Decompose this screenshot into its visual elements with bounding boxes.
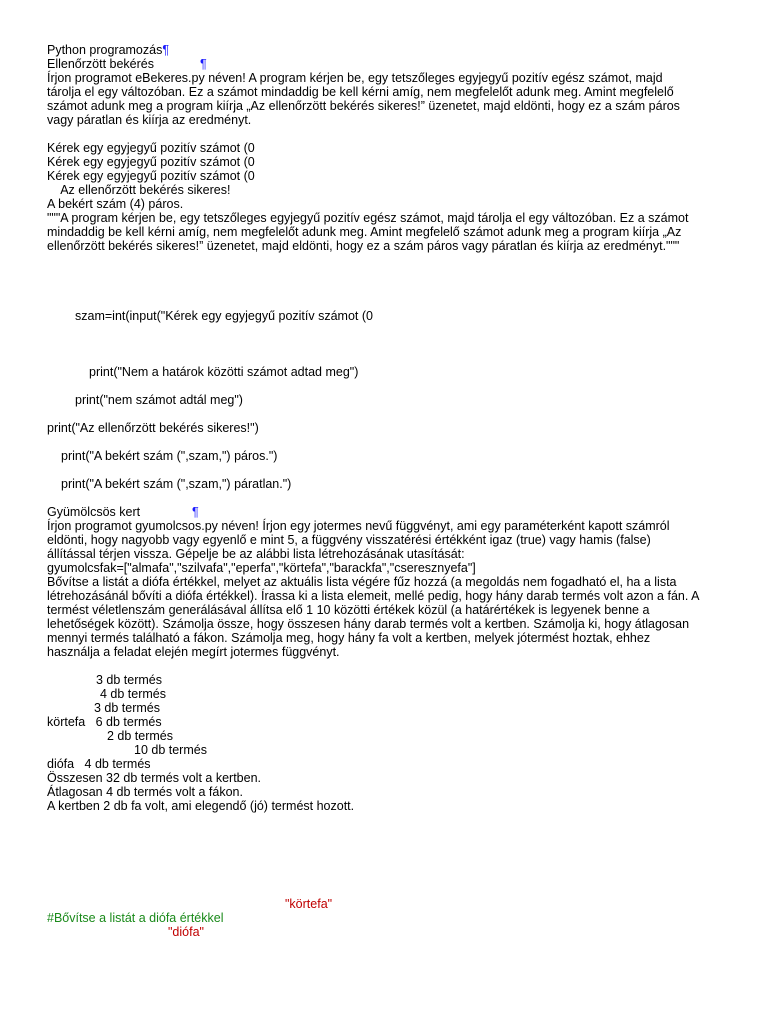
- pilcrow-icon: ¶: [162, 43, 170, 57]
- task-line: Írjon programot eBekeres.py néven! A program kérjen be, egy tetszőleges egyjegyű pozitív egész számot, majd: [47, 71, 663, 85]
- task-line: tárolja el egy változóban. Ez a számot mindaddig be kell kérni amíg, nem megfelelőt adunk meg. Amint megfelelő: [47, 85, 674, 99]
- code-line: print("Nem a határok közötti számot adtad meg"): [89, 365, 359, 379]
- task-line: létrehozásánál bővíti a diófa értékkel). Írassa ki a lista elemeit, mellé pedig, hogy hány darab termés volt azon a fán. A: [47, 589, 700, 603]
- sample-output-line: Összesen 32 db termés volt a kertben.: [47, 771, 261, 785]
- code-line: szam=int(input("Kérek egy egyjegyű pozitív számot (0: [75, 309, 373, 323]
- sample-output-line: körtefa 6 db termés: [47, 715, 162, 729]
- task-line: lehetőségek között). Számolja össze, hogy összesen hány darab termés volt a kertben. Számolja ki, hogy átlagosan: [47, 617, 690, 631]
- code-line: print("Az ellenőrzött bekérés sikeres!"): [47, 421, 259, 435]
- section-title: Gyümölcsös kert: [47, 505, 141, 519]
- sample-output-line: 3 db termés: [94, 701, 161, 715]
- task-line: állítással térjen vissza. Gépelje be az alábbi lista létrehozásának utasítását:: [47, 547, 465, 561]
- task-line: Írjon programot gyumolcsos.py néven! Írjon egy jotermes nevű függvényt, ami egy paraméterként kapott számról: [47, 519, 670, 533]
- task-line: eldönti, hogy nagyobb vagy egyenlő e mint 5, a függvény visszatérési értékként igaz (true) vagy hamis (false): [47, 533, 651, 547]
- sample-output-line: A bekért szám (4) páros.: [47, 197, 184, 211]
- task-line: számot adunk meg a program kiírja „Az ellenőrzött bekérés sikeres!” üzenetet, majd eldönti, hogy ez a szám páros: [47, 99, 680, 113]
- code-line: print("A bekért szám (",szam,") páros."): [61, 449, 278, 463]
- task-line: használja a feladat elején megírt jotermes függvényt.: [47, 645, 340, 659]
- sample-output-line: Kérek egy egyjegyű pozitív számot (0: [47, 155, 255, 169]
- code-comment: #Bővítse a listát a diófa értékkel: [47, 911, 224, 925]
- code-string-diofa: "diófa": [168, 925, 204, 939]
- pilcrow-icon: ¶: [192, 505, 199, 519]
- code-line: print("A bekért szám (",szam,") páratlan."): [61, 477, 292, 491]
- docstring-line: """A program kérjen be, egy tetszőleges egyjegyű pozitív egész számot, majd tárolja el egy változóban. Ez a számot: [47, 211, 689, 225]
- task-line: Bővítse a listát a diófa értékkel, melyet az aktuális lista végére fűz hozzá (a megoldás nem fogadható el, ha a lista: [47, 575, 677, 589]
- sample-output-line: diófa 4 db termés: [47, 757, 151, 771]
- task-line: termést véletlenszám generálásával állítsa elő 1 10 közötti értékek közül (a határértékek is legyenek benne a: [47, 603, 650, 617]
- pilcrow-icon: ¶: [200, 57, 207, 71]
- sample-output-line: Az ellenőrzött bekérés sikeres!: [47, 183, 231, 197]
- sample-output-line: Kérek egy egyjegyű pozitív számot (0: [47, 141, 255, 155]
- task-line: gyumolcsfak=["almafa","szilvafa","eperfa","körtefa","barackfa","cseresznyefa"]: [47, 561, 476, 575]
- task-line: mennyi termés található a fákon. Számolja meg, hogy hány fa volt a kertben, melyek jótermést hoztak, ehhez: [47, 631, 651, 645]
- sample-output-line: 2 db termés: [107, 729, 174, 743]
- code-string-kortefa: "körtefa": [285, 897, 333, 911]
- doc-title: Python programozás¶: [47, 43, 170, 57]
- sample-output-line: Kérek egy egyjegyű pozitív számot (0: [47, 169, 255, 183]
- docstring-line: ellenőrzött bekérés sikeres!” üzenetet, majd eldönti, hogy ez a szám páros vagy páratlan és kiírja az eredményt.""": [47, 239, 680, 253]
- task-line: vagy páratlan és kiírja az eredményt.: [47, 113, 252, 127]
- sample-output-line: 10 db termés: [134, 743, 207, 757]
- code-line: print("nem számot adtál meg"): [75, 393, 243, 407]
- doc-subtitle: Ellenőrzött bekérés: [47, 57, 155, 71]
- docstring-line: mindaddig be kell kérni amíg, nem megfelelőt adunk meg. Amint megfelelő számot adunk meg a program kiírja „Az: [47, 225, 682, 239]
- sample-output-line: 3 db termés: [96, 673, 163, 687]
- sample-output-line: Átlagosan 4 db termés volt a fákon.: [47, 785, 243, 799]
- sample-output-line: A kertben 2 db fa volt, ami elegendő (jó) termést hozott.: [47, 799, 355, 813]
- sample-output-line: 4 db termés: [100, 687, 167, 701]
